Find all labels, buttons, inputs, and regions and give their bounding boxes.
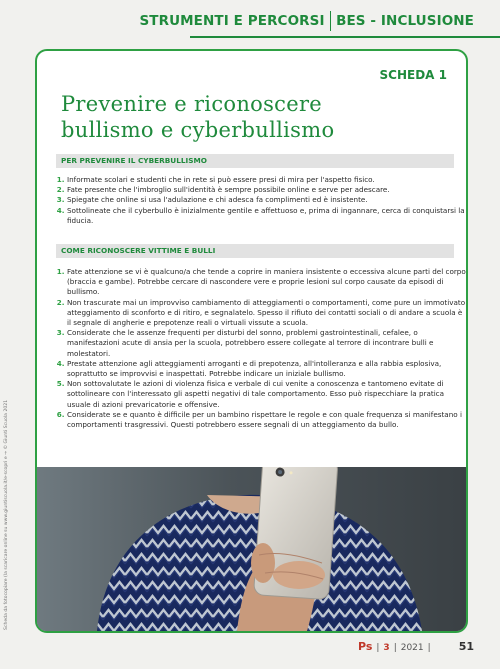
page-title — [61, 91, 334, 143]
list-item: 1. Informate scolari e studenti che in rete si può essere presi di mira per l'aspetto fisico. — [67, 175, 468, 185]
issue-year: 2021 — [400, 643, 424, 653]
issue-number: 3 — [383, 643, 390, 653]
recognize-list — [56, 267, 468, 430]
list-item: 6. Considerate se e quanto è difficile per un bambino rispettare le regole e con quale frequenza si manifestano i comportamenti trasgressivi. Questi potrebbero essere segnali di un atteggiamento da bullo. — [67, 410, 468, 430]
section-heading-recognize: COME RICONOSCERE VITTIME E BULLI — [56, 244, 454, 258]
list-item: 4. Sottolineate che il cyberbullo è inizialmente gentile e affettuoso e, prima di ingannare, cerca di conquistarsi la fiducia. — [67, 206, 468, 226]
title-line-2: bullismo e cyberbullismo — [61, 118, 335, 142]
list-item: 3. Spiegate che online si usa l'adulazione e chi adesca fa complimenti ed è insistente. — [67, 195, 468, 205]
list-item: 2. Fate presente che l'imbroglio sull'identità è sempre possibile online e serve per adescare. — [67, 185, 468, 195]
header-rule — [190, 36, 500, 38]
list-item: 4. Prestate attenzione agli atteggiamenti arroganti e di prepotenza, all'intolleranza e alla rabbia esplosiva, soprattutto se improvvisi e inaspettati. Potrebbe indicare un iniziale bullismo. — [67, 359, 468, 379]
list-item: 5. Non sottovalutate le azioni di violenza fisica e verbale di cui venite a conoscenza e tantomeno evitate di sottolineare con l'interessato gli aspetti negativi di tale comportamento. Esso può rispecchiare la pratica usuale di azioni prevaricatorie e offensive. — [67, 379, 468, 410]
worksheet-label: SCHEDA 1 — [379, 68, 447, 82]
magazine-logo: Ps — [357, 640, 373, 653]
smartphone-photo — [37, 467, 466, 631]
worksheet-card — [35, 49, 468, 633]
header-divider — [330, 11, 332, 31]
page-footer — [358, 640, 474, 653]
prevent-list — [56, 175, 468, 226]
copyright-note: Scheda da fotocopiare (la scaricare online su www.giuntiscuola.it/e-scopri e → © Giunti Scuola 2021 — [4, 399, 9, 630]
header-section: STRUMENTI E PERCORSI — [139, 13, 325, 29]
list-item: 1. Fate attenzione se vi è qualcuno/a che tende a coprire in maniera insistente o eccessiva alcune parti del corpo (braccia e gambe). Potrebbe cercare di nascondere vere e proprie lesioni sul corpo causate da episodi di bullismo. — [67, 267, 468, 298]
running-header — [139, 8, 474, 34]
page-number: 51 — [458, 640, 474, 653]
photo-illustration — [37, 467, 466, 631]
list-item: 3. Considerate che le assenze frequenti per disturbi del sonno, problemi gastrointestinali, cefalee, o manifestazioni acute di ansia per la scuola, potrebbero essere collegate al terrore di incontrare bulli e molestatori. — [67, 328, 468, 359]
section-heading-prevent: PER PREVENIRE IL CYBERBULLISMO — [56, 154, 454, 168]
footer-divider: | — [427, 643, 431, 653]
list-item: 2. Non trascurate mai un improvviso cambiamento di atteggiamenti o comportamenti, come pure un immotivato atteggiamento di sconforto e di ritiro, e segnalatelo. Spesso il rifiuto dei contatti sociali o di andare a scuola è il segnale di angherie e prepotenze reali o virtuali vissute a scuola. — [67, 298, 468, 329]
title-line-1: Prevenire e riconoscere — [61, 92, 323, 116]
footer-divider: | — [376, 643, 380, 653]
header-topic: BES - INCLUSIONE — [336, 13, 474, 29]
footer-divider: | — [393, 643, 397, 653]
